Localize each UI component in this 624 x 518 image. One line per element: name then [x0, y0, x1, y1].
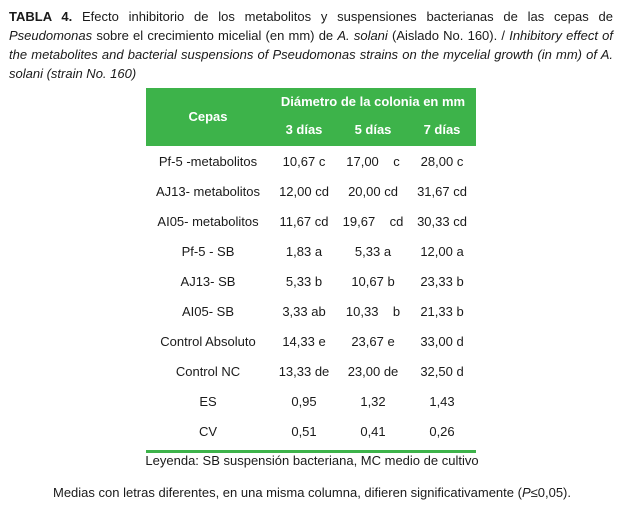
cell-strain: Pf-5 -metabolitos: [158, 154, 258, 169]
table-row: [146, 207, 476, 237]
cell-day3: 1,83 a: [285, 244, 323, 259]
table-row: [146, 147, 476, 177]
cell-day3: 12,00 cd: [279, 184, 329, 199]
cell-day7: 23,33 b: [420, 274, 464, 289]
cell-day3: 0,51: [291, 424, 317, 439]
table-row: [146, 357, 476, 387]
cell-strain: AI05- SB: [181, 304, 235, 319]
cell-day3: 14,33 e: [282, 334, 326, 349]
caption-english-2: (strain No. 160): [42, 66, 137, 81]
cell-day5: 17,00 c: [346, 154, 400, 169]
header-diameter-group: Diámetro de la colonia en mm: [280, 94, 466, 109]
cell-day3: 10,67 c: [282, 154, 326, 169]
cell-strain: AI05- metabolitos: [157, 214, 259, 229]
cell-day7: 31,67 cd: [417, 184, 467, 199]
cell-day3: 13,33 de: [278, 364, 330, 379]
cell-day7: 21,33 b: [420, 304, 464, 319]
cell-day7: 0,26: [429, 424, 455, 439]
cell-day3: 11,67 cd: [279, 214, 329, 229]
header-day-3: 3 días: [285, 122, 323, 137]
table-caption: [9, 7, 613, 83]
cell-day3: 5,33 b: [285, 274, 323, 289]
cell-strain: Control Absoluto: [160, 334, 256, 349]
table-row: [146, 327, 476, 357]
cell-day5: 20,00 cd: [348, 184, 398, 199]
cell-day5: 0,41: [360, 424, 386, 439]
cell-day5: 1,32: [360, 394, 386, 409]
cell-day5: 10,33 b: [345, 304, 401, 319]
table-label: TABLA 4.: [9, 9, 73, 24]
caption-english-1: Inhibitory effect of the metabolites and bacterial suspensions of Pseudomonas strains on the mycelial growth (in mm) of: [9, 28, 613, 62]
cell-day5: 23,00 de: [347, 364, 399, 379]
cell-day5: 5,33 a: [354, 244, 392, 259]
cell-strain: Control NC: [175, 364, 241, 379]
table-row: [146, 177, 476, 207]
note-text: Medias con letras diferentes, en una misma columna, difieren significativamente (: [52, 485, 522, 500]
caption-genus: Pseudomonas: [9, 28, 93, 43]
caption-species-2: A. solani: [9, 47, 613, 81]
caption-text-1: Efecto inhibitorio de los metabolitos y suspensiones bacterianas de las cepas de: [72, 9, 613, 24]
header-day-5: 5 días: [354, 122, 392, 137]
cell-strain: AJ13- SB: [180, 274, 236, 289]
results-table: [146, 88, 476, 453]
cell-strain: AJ13- metabolitos: [155, 184, 261, 199]
cell-day7: 30,33 cd: [417, 214, 467, 229]
cell-day7: 32,50 d: [420, 364, 464, 379]
significance-note: [0, 485, 624, 500]
cell-strain: CV: [198, 424, 218, 439]
cell-day7: 1,43: [429, 394, 455, 409]
header-cepas: Cepas: [188, 109, 228, 124]
note-p-label: P: [521, 485, 531, 500]
table-header: [146, 88, 476, 146]
header-day-7: 7 días: [423, 122, 461, 137]
cell-day3: 3,33 ab: [282, 304, 326, 319]
cell-day5: 19,67 cd: [342, 214, 404, 229]
header-days: [270, 120, 476, 140]
cell-strain: Pf-5 - SB: [181, 244, 235, 259]
caption-species-1: A. solani: [337, 28, 388, 43]
caption-text-2: sobre el crecimiento micelial (en mm) de: [92, 28, 338, 43]
cell-day5: 10,67 b: [351, 274, 395, 289]
table-legend: Leyenda: SB suspensión bacteriana, MC medio de cultivo: [145, 453, 479, 468]
cell-day3: 0,95: [291, 394, 317, 409]
cell-day7: 28,00 c: [420, 154, 464, 169]
table-row: [146, 237, 476, 267]
cell-day5: 23,67 e: [351, 334, 395, 349]
note-p-value: ≤0,05).: [530, 485, 571, 500]
cell-day7: 12,00 a: [420, 244, 464, 259]
table-row: [146, 387, 476, 417]
table-row: [146, 417, 476, 447]
table-row: [146, 267, 476, 297]
cell-strain: ES: [199, 394, 217, 409]
caption-text-3: (Aislado No. 160). /: [387, 28, 510, 43]
cell-day7: 33,00 d: [420, 334, 464, 349]
table-row: [146, 297, 476, 327]
